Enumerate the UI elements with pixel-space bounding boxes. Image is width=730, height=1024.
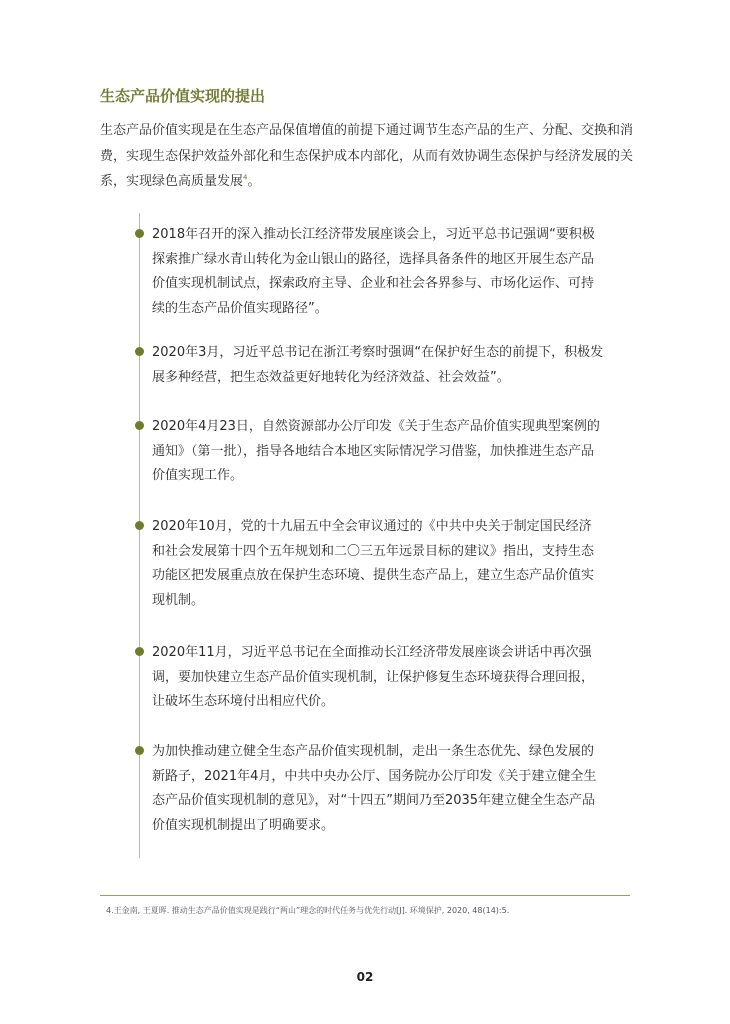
- intro-text: 生态产品价值实现是在生态产品保值增值的前提下通过调节生态产品的生产、分配、交换和消费，实现生态保护效益外部化和生态保护成本内部化，从而有效协调生态保护与经济发展的关系，实现绿色高质量发展: [100, 123, 634, 189]
- intro-end-punctuation: 。: [247, 174, 261, 189]
- timeline-dot: [135, 347, 144, 356]
- timeline-item-2020-03: 2020年3月，习近平总书记在浙江考察时强调“在保护好生态的前提下，积极发展多种经营，把生态效益更好地转化为经济效益、社会效益”。: [152, 345, 604, 385]
- timeline-item-2021-04: 为加快推动建立健全生态产品价值实现机制，走出一条生态优先、绿色发展的新路子，2021年4月，中共中央办公厅、国务院办公厅印发《关于建立健全生态产品价值实现机制的意见》，对“十四五”期间乃至2035年建立健全生态产品价值实现机制提出了明确要求。: [152, 744, 597, 833]
- timeline-line: [139, 213, 140, 858]
- timeline-item-2018: 2018年召开的深入推动长江经济带发展座谈会上，习近平总书记强调“要积极探索推广绿水青山转化为金山银山的路径，选择具备条件的地区开展生态产品价值实现机制试点，探索政府主导、企业和社会各界参与、市场化运作、可持续的生态产品价值实现路径”。: [152, 227, 595, 316]
- timeline-dot: [135, 746, 144, 755]
- footnote-citation: 4.王金南, 王夏晖. 推动生态产品价值实现是践行“两山”理念的时代任务与优先行动[J]. 环境保护, 2020, 48(14):5.: [106, 906, 510, 915]
- page-number: 02: [356, 970, 374, 984]
- timeline-item-2020-11: 2020年11月，习近平总书记在全面推动长江经济带发展座谈会讲话中再次强调，要加快建立生态产品价值实现机制，让保护修复生态环境获得合理回报，让破坏生态环境付出相应代价。: [152, 645, 595, 709]
- intro-paragraph: [100, 118, 640, 195]
- timeline-dot: [135, 521, 144, 530]
- timeline-item-2020-04: 2020年4月23日，自然资源部办公厅印发《关于生态产品价值实现典型案例的通知》（第一批），指导各地结合本地区实际情况学习借鉴，加快推进生态产品价值实现工作。: [152, 419, 600, 483]
- timeline-dot: [135, 421, 144, 430]
- footnote-reference[interactable]: 4: [243, 173, 248, 182]
- timeline-dot: [135, 229, 144, 238]
- timeline-dot: [135, 647, 144, 656]
- section-heading: 生态产品价值实现的提出: [100, 87, 266, 105]
- timeline-item-2020-10: 2020年10月，党的十九届五中全会审议通过的《中共中央关于制定国民经济和社会发展第十四个五年规划和二〇三五年远景目标的建议》指出，支持生态功能区把发展重点放在保护生态环境、提供生态产品上，建立生态产品价值实现机制。: [152, 519, 595, 608]
- footnote-divider: [100, 895, 630, 896]
